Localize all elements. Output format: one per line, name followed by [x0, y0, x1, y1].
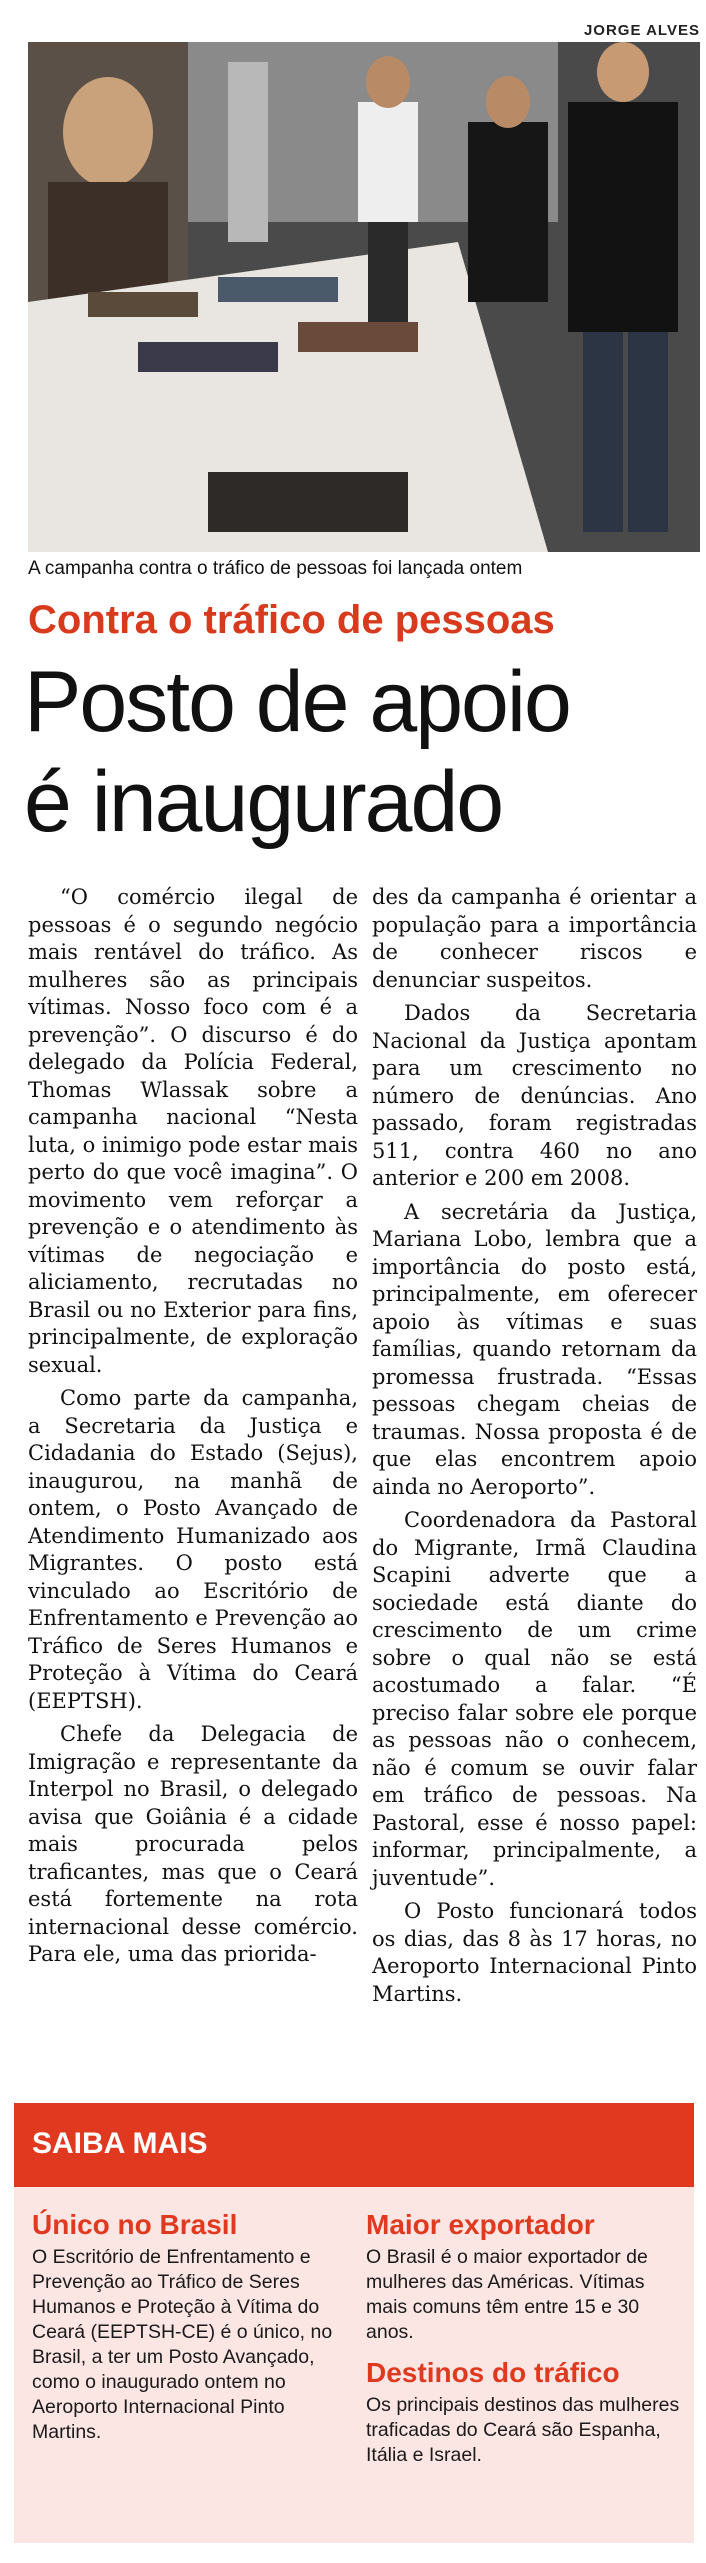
headline-line-1: Posto de apoio [24, 654, 570, 750]
paragraph: Dados da Secretaria Nacional da Justiça apontam para um crescimento no número de denúncias. Ano passado, foram registradas 511, contra 460 no ano anterior e 200 em 2008. [372, 1001, 697, 1190]
paragraph: Como parte da campanha, a Secretaria da Justiça e Cidadania do Estado (Sejus), inaugurou, na manhã de ontem, o Posto Avançado de Atendimento Humanizado aos Migrantes. O posto está vinculado ao Escritório de Enfrentamento e Prevenção ao Tráfico de Seres Humanos e Proteção à Vítima do Ceará (EEPTSH). [28, 1386, 358, 1713]
sidebar-heading: Único no Brasil [32, 2209, 238, 2240]
photo-credit: JORGE ALVES [583, 22, 700, 39]
paragraph: “O comércio ilegal de pessoas é o segundo negócio mais rentável do tráfico. As mulheres são as principais vítimas. Nosso foco com é a prevenção”. O discurso é do delegado da Polícia Federal, Thomas Wlassak sobre a campanha nacional “Nesta luta, o inimigo pode estar mais perto do que você imagina”. O movimento vem reforçar a prevenção e o atendimento às vítimas de negociação e aliciamento, recrutadas no Brasil ou no Exterior para fins, principalmente, de exploração sexual. [28, 885, 358, 1377]
paragraph: Coordenadora da Pastoral do Migrante, Irmã Claudina Scapini adverte que a sociedade está diante do crescimento de um crime sobre o qual não se está acostumado a falar. “É preciso falar sobre ele porque as pessoas não o conhecem, não é comum se ouvir falar em tráfico de pessoas. Na Pastoral, esse é nosso papel: informar, principalmente, a juventude”. [372, 1508, 697, 1890]
headline [24, 652, 704, 852]
section-rubric: Contra o tráfico de pessoas [28, 598, 555, 642]
article-column-left [28, 884, 358, 1975]
saiba-mais-title: SAIBA MAIS [32, 2127, 208, 2160]
sidebar-text: Os principais destinos das mulheres traficadas do Ceará são Espanha, Itália e Israel. [366, 2394, 680, 2466]
sidebar-text: O Brasil é o maior exportador de mulheres das Américas. Vítimas mais comuns têm entre 15 e 30 anos. [366, 2246, 648, 2343]
saiba-mais-header [14, 2103, 694, 2187]
photo-caption: A campanha contra o tráfico de pessoas foi lançada ontem [28, 558, 523, 579]
sidebar-heading: Maior exportador [366, 2209, 595, 2240]
paragraph: des da campanha é orientar a população para a importância de conhecer riscos e denunciar suspeitos. [372, 885, 697, 992]
sidebar-text: O Escritório de Enfrentamento e Prevenção ao Tráfico de Seres Humanos e Proteção à Vítima do Ceará (EEPTSH-CE) é o único, no Brasil, a ter um Posto Avançado, como o inaugurado ontem no Aeroporto Internacional Pinto Martins. [32, 2246, 333, 2443]
paragraph: O Posto funcionará todos os dias, das 8 às 17 horas, no Aeroporto Internacional Pinto Martins. [372, 1899, 697, 2006]
article-column-right [372, 884, 697, 2014]
paragraph: A secretária da Justiça, Mariana Lobo, lembra que a importância do posto está, principalmente, em oferecer apoio às vítimas e suas famílias, quando retornam da promessa frustrada. “Essas pessoas chegam cheias de traumas. Nossa proposta é de que elas encontrem apoio ainda no Aeroporto”. [372, 1199, 697, 1499]
sidebar-column-left [32, 2209, 342, 2457]
paragraph: Chefe da Delegacia de Imigração e representante da Interpol no Brasil, o delegado avisa que Goiânia é a cidade mais procurada pelos traficantes, mas que o Ceará está fortemente na rota internacional desse comércio. Para ele, uma das priorida- [28, 1722, 358, 1966]
photo-illustration [28, 42, 700, 552]
headline-line-2: é inaugurado [24, 754, 503, 850]
saiba-mais-box [14, 2103, 694, 2543]
sidebar-column-right [366, 2209, 686, 2480]
sidebar-heading: Destinos do tráfico [366, 2357, 620, 2388]
article-photo [28, 42, 700, 552]
